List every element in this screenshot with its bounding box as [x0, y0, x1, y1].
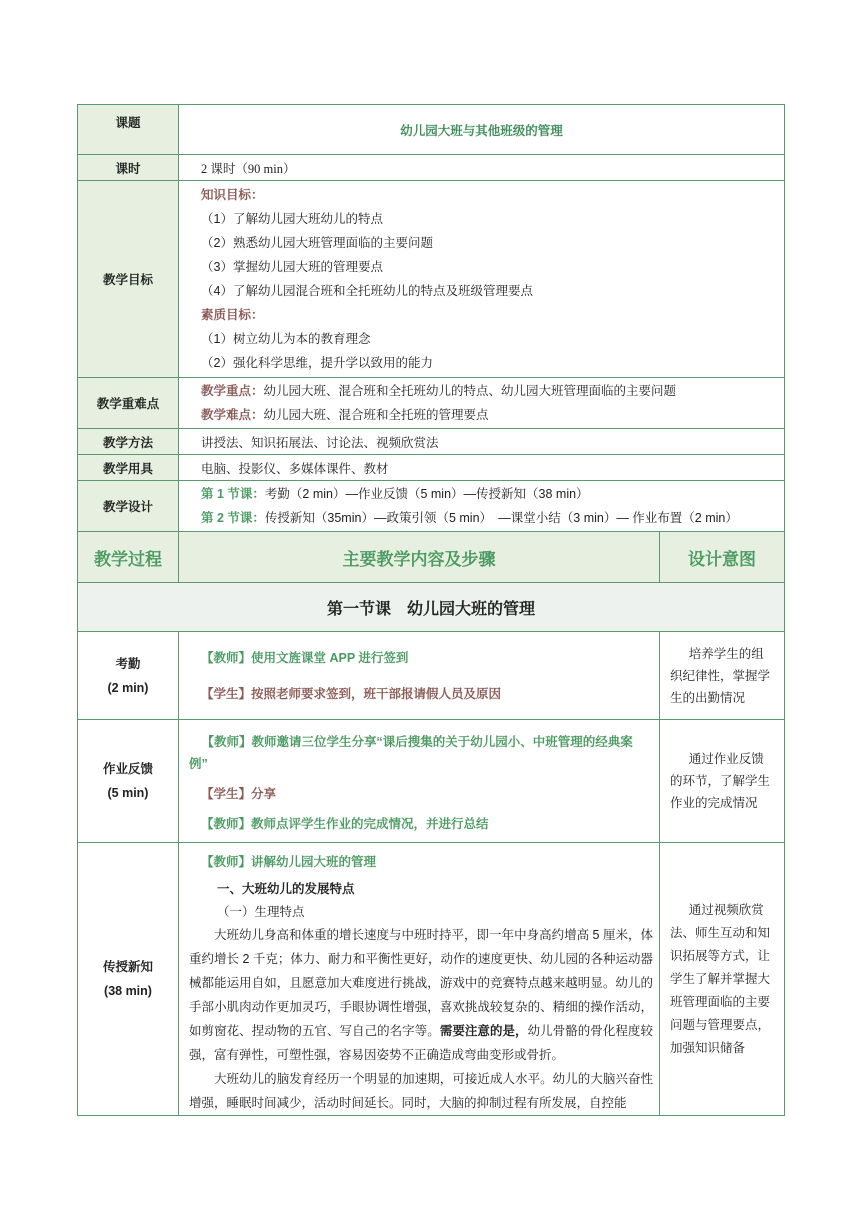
- tools-value: 电脑、投影仪、多媒体课件、教材: [179, 455, 785, 481]
- teach-para1-text2: 幼儿骨骼的骨化程度较强，富有弹性，可塑性强，容易因姿势不正确造成弯曲变形或骨折。: [189, 1024, 653, 1062]
- teach-content: [179, 843, 660, 1116]
- homework-student: 【学生】分享: [201, 787, 277, 801]
- attendance-name: 考勤: [115, 656, 141, 671]
- page-title: 幼儿园大班与其他班级的管理: [179, 105, 785, 155]
- section-row: [78, 583, 785, 632]
- attendance-time: (2 min): [107, 680, 149, 695]
- key-text: 幼儿园大班、混合班和全托班幼儿的特点、幼儿园大班管理面临的主要问题: [263, 384, 677, 398]
- hours-value: 2 课时（90 min）: [179, 155, 785, 181]
- design-row: [78, 481, 785, 532]
- section-title: 第一节课 幼儿园大班的管理: [78, 583, 785, 632]
- homework-content: [179, 720, 660, 843]
- teach-para1-emphasis: 需要注意的是，: [439, 1024, 528, 1038]
- attendance-teacher: 【教师】使用文旌课堂 APP 进行签到: [201, 650, 409, 665]
- homework-teacher2: 【教师】教师点评学生作业的完成情况，并进行总结: [201, 817, 489, 831]
- hours-label: 课时: [78, 155, 179, 181]
- key-content: [179, 378, 785, 429]
- homework-teacher1: 【教师】教师邀请三位学生分享“课后搜集的关于幼儿园小、中班管理的经典案例”: [189, 735, 633, 771]
- teach-time: (38 min): [104, 984, 152, 998]
- attendance-student: 【学生】按照老师要求签到，班干部报请假人员及原因: [201, 686, 502, 701]
- key-row: [78, 378, 785, 429]
- homework-name: 作业反馈: [102, 762, 153, 776]
- design1-title: 第 1 节课：: [201, 487, 265, 501]
- difficulty-title: 教学难点：: [201, 408, 264, 422]
- attendance-content: [179, 632, 660, 720]
- homework-row: [78, 720, 785, 843]
- knowledge-item: （2）熟悉幼儿园大班管理面临的主要问题: [201, 236, 433, 250]
- quality-item: （1）树立幼儿为本的教育理念: [201, 332, 371, 346]
- key-title: 教学重点：: [201, 384, 264, 398]
- homework-step: [78, 720, 179, 843]
- teach-subheading: （一）生理特点: [217, 905, 305, 919]
- tools-label: 教学用具: [78, 455, 179, 481]
- key-label: 教学重难点: [78, 378, 179, 429]
- teach-row: [78, 843, 785, 1116]
- goals-row: [78, 181, 785, 378]
- design2-text: 传授新知（35min）—政策引领（5 min） —课堂小结（3 min）— 作业布置（2 min）: [264, 511, 738, 525]
- knowledge-title: 知识目标：: [201, 188, 264, 202]
- process-col-header: 教学过程: [78, 532, 179, 583]
- lesson-plan-table: [77, 104, 785, 1116]
- knowledge-item: （3）掌握幼儿园大班的管理要点: [201, 260, 383, 274]
- method-label: 教学方法: [78, 429, 179, 455]
- topic-row: [78, 105, 785, 155]
- tools-row: [78, 455, 785, 481]
- intent-col-header: 设计意图: [660, 532, 785, 583]
- teach-intent: 通过视频欣赏法、师生互动和知识拓展等方式，让学生了解并掌握大班管理面临的主要问题与管理要点，加强知识储备: [660, 843, 785, 1116]
- knowledge-item: （1）了解幼儿园大班幼儿的特点: [201, 212, 383, 226]
- hours-row: [78, 155, 785, 181]
- teach-para1-text: 大班幼儿身高和体重的增长速度与中班时持平，即一年中身高约增高 5 厘米，体重约增长 2 千克；体力、耐力和平衡性更好，动作的速度更快、幼儿园的各种运动器械都能运用自如，且愿意加大难度进行挑战，游戏中的竞赛特点越来越明显。幼儿的手部小肌肉动作更加灵巧，手眼协调性增强，喜欢挑战较复杂的、精细的操作活动，如剪窗花、捏动物的五官、写自己的名字等。: [189, 928, 653, 1038]
- method-row: [78, 429, 785, 455]
- attendance-step: [78, 632, 179, 720]
- quality-item: （2）强化科学思维，提升学以致用的能力: [201, 356, 433, 370]
- design-label: 教学设计: [78, 481, 179, 532]
- process-header: [78, 532, 785, 583]
- topic-label: 课题: [78, 105, 179, 155]
- teach-paragraph: 大班幼儿的脑发育经历一个明显的加速期，可接近成人水平。幼儿的大脑兴奋性增强，睡眠时间减少，活动时间延长。同时，大脑的抑制过程有所发展，自控能: [189, 1072, 653, 1110]
- teach-teacher: 【教师】讲解幼儿园大班的管理: [201, 855, 377, 869]
- teach-paragraph: [189, 923, 653, 1067]
- homework-time: (5 min): [107, 786, 149, 800]
- goals-content: [179, 181, 785, 378]
- knowledge-item: （4）了解幼儿园混合班和全托班幼儿的特点及班级管理要点: [201, 284, 533, 298]
- design2-title: 第 2 节课：: [201, 511, 265, 525]
- attendance-intent: 培养学生的组织纪律性，掌握学生的出勤情况: [660, 632, 785, 720]
- design-content: [179, 481, 785, 532]
- design1-text: 考勤（2 min）—作业反馈（5 min）—传授新知（38 min）: [264, 487, 589, 501]
- teach-heading: 一、大班幼儿的发展特点: [217, 882, 355, 896]
- method-value: 讲授法、知识拓展法、讨论法、视频欣赏法: [179, 429, 785, 455]
- difficulty-text: 幼儿园大班、混合班和全托班的管理要点: [263, 408, 489, 422]
- goals-label: 教学目标: [78, 181, 179, 378]
- attendance-row: [78, 632, 785, 720]
- quality-title: 素质目标：: [201, 308, 264, 322]
- teach-name: 传授新知: [102, 960, 153, 974]
- teach-step: [78, 843, 179, 1116]
- content-col-header: 主要教学内容及步骤: [179, 532, 660, 583]
- homework-intent: 通过作业反馈的环节，了解学生作业的完成情况: [660, 720, 785, 843]
